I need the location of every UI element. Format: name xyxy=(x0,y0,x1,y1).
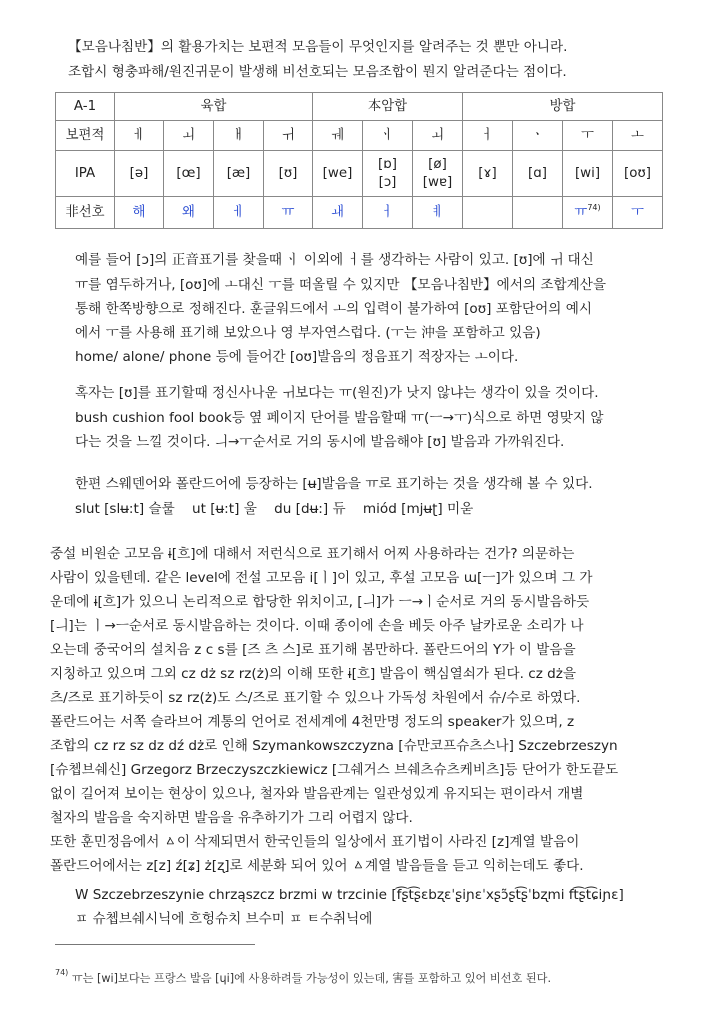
ipa-value: [oʊ] xyxy=(624,165,651,181)
nonpreferred-cell xyxy=(513,197,563,229)
para2-line-3: 다는 것을 느낄 것이다. ㅢ→ㅜ순서로 거의 동시에 발음해야 [ʊ] 발음과 가까워진다. xyxy=(75,434,565,450)
group-header: 육합 xyxy=(115,93,313,121)
universal-cell: ㅟ xyxy=(264,121,313,151)
universal-cell: ㅔ xyxy=(115,121,164,151)
para4-line-10: [슈쳅브쉐신] Grzegorz Brzeczyszczkiewicz [그쉐거스 브쉐츠슈츠케비츠]등 단어가 한도끝도 xyxy=(50,762,619,778)
ipa-value: [ɔ] xyxy=(378,174,397,190)
ipa-value: [wi] xyxy=(574,165,601,181)
nonpreferred-cell: ㅜ xyxy=(613,197,663,229)
para4-line-8: 폴란드어는 서쪽 슬라브어 계통의 언어로 전세계에 4천만명 정도의 speaker가 있으며, z xyxy=(50,714,575,730)
table-corner: A-1 xyxy=(56,93,115,121)
nonpreferred-cell: ㅔ xyxy=(214,197,264,229)
para4-line-14: 폴란드어에서는 z[z] ź[ʑ] ż[ʐ]로 세분화 되어 있어 ㅿ계열 발음들을 듣고 익히는데도 좋다. xyxy=(50,858,584,874)
intro-line-2: 조합시 형충파해/원진귀문이 발생해 비선호되는 모음조합이 뭔지 알려준다는 점이다. xyxy=(68,64,567,80)
para1-line-5: home/ alone/ phone 등에 들어간 [oʊ]발음의 정음표기 적장자는 ㅗ이다. xyxy=(75,349,519,365)
nonpreferred-cell xyxy=(563,197,613,229)
row-label: IPA xyxy=(56,151,115,197)
para1-line-2: ㅠ를 염두하거나, [oʊ]에 ㅗ대신 ㅜ를 떠올릴 수 있지만 【모음나침반】에서의 조합계산을 xyxy=(75,277,607,293)
ipa-value: [wɐ] xyxy=(422,174,453,190)
ipa-cell xyxy=(563,151,613,197)
nonpreferred-cell: ㅠ xyxy=(264,197,313,229)
ipa-cell xyxy=(363,151,413,197)
para4-line-4: [ㅢ]는 ㅣ→ㅡ순서로 동시발음하는 것이다. 이때 종이에 손을 베듯 아주 날카로운 소리가 나 xyxy=(50,618,584,634)
ipa-cell xyxy=(413,151,463,197)
group-header: 방합 xyxy=(463,93,663,121)
universal-cell: ㆎ xyxy=(363,121,413,151)
ipa-cell xyxy=(463,151,513,197)
universal-cell: ㅓ xyxy=(463,121,513,151)
nonpreferred-cell: ㅓ xyxy=(363,197,413,229)
nonpreferred-cell: ㅖ xyxy=(413,197,463,229)
para4-line-12: 철자의 발음을 숙지하면 발음을 유추하기가 그리 어렵지 않다. xyxy=(50,810,413,826)
ipa-cell xyxy=(115,151,164,197)
universal-cell: ㅜ xyxy=(563,121,613,151)
footnote-ref[interactable]: 74) xyxy=(587,202,601,212)
footnote-divider xyxy=(55,944,255,945)
ipa-cell xyxy=(214,151,264,197)
para3-line-1: 한편 스웨덴어와 폴란드어에 등장하는 [ʉ]발음을 ㅠ로 표기하는 것을 생각해 볼 수 있다. xyxy=(75,476,593,492)
para4-line-5: 오는데 중국어의 설치음 z c s를 [즈 츠 스]로 표기해 봄만하다. 폴란드어의 Y가 이 발음을 xyxy=(50,642,576,658)
example-line-1: W Szczebrzeszynie chrząszcz brzmi w trzcinie [f͡ʂt͡ʂɛbʐɛˈʂiɲɛˈxʂɔ̃ʂt͡ʂˈbʐmi ft͡ʂt͡ɕiɲɛ] xyxy=(75,887,624,903)
ipa-value: [ə] xyxy=(129,165,149,181)
footnote xyxy=(55,969,551,988)
ipa-value: [ɒ] xyxy=(378,156,397,172)
ipa-cell xyxy=(513,151,563,197)
vowel-table xyxy=(55,92,663,229)
nonpreferred-cell: ㅙ xyxy=(313,197,363,229)
para1-line-1: 예를 들어 [ɔ]의 正音표기를 찾을때 ㆎ 이외에 ㅓ를 생각하는 사람이 있고. [ʊ]에 ㅟ 대신 xyxy=(75,252,594,268)
para2-line-1: 혹자는 [ʊ]를 표기할때 정신사나운 ㅟ보다는 ㅠ(원진)가 낫지 않냐는 생각이 있을 것이다. xyxy=(75,385,599,401)
universal-cell: ㅐ xyxy=(214,121,264,151)
para4-line-13: 또한 훈민정음에서 ㅿ이 삭제되면서 한국인들의 일상에서 표기법이 사라진 [z]계열 발음이 xyxy=(50,834,580,850)
row-label: 非선호 xyxy=(56,197,115,229)
universal-cell: ㅚ xyxy=(164,121,214,151)
universal-cell: ㅚ xyxy=(413,121,463,151)
para4-line-9: 조합의 cz rz sz dz dź dż로 인해 Szymankowszczyzna [슈만코프슈츠스나] Szczebrzeszyn xyxy=(50,738,618,754)
ipa-value: [we] xyxy=(322,165,353,181)
ipa-cell xyxy=(164,151,214,197)
intro-line-1: 【모음나침반】의 활용가치는 보편적 모음들이 무엇인지를 알려주는 것 뿐만 아니라. xyxy=(68,39,568,55)
footnote-marker: 74) xyxy=(55,968,69,977)
ipa-value: [æ] xyxy=(226,165,251,181)
nonpreferred-value: ㅠ xyxy=(574,204,588,220)
universal-cell: ㆍ xyxy=(513,121,563,151)
ipa-value: [ʊ] xyxy=(278,165,298,181)
nonpreferred-cell: 왜 xyxy=(164,197,214,229)
ipa-value: [œ] xyxy=(176,165,201,181)
example-line-2: ㅍ 슈쳅브쉐시닉에 흐헝슈치 브수미 ㅍ ㅌ수취닉에 xyxy=(75,911,373,927)
ipa-value: [ɑ] xyxy=(528,165,547,181)
para4-line-6: 지칭하고 있으며 그외 cz dż sz rz(ż)의 이해 또한 ɨ[흐] 발음이 핵심열쇠가 된다. cz dż을 xyxy=(50,666,577,682)
nonpreferred-cell: 해 xyxy=(115,197,164,229)
para4-line-3: 운데에 ɨ[흐]가 있으니 논리적으로 합당한 위치이고, [ㅢ]가 ㅡ→ㅣ순서로 거의 동시발음하듯 xyxy=(50,594,590,610)
group-header: 本암합 xyxy=(313,93,463,121)
para2-line-2: bush cushion fool book등 옆 페이지 단어를 발음할때 ㅠ(ㅡ→ㅜ)식으로 하면 영맞지 않 xyxy=(75,410,604,426)
ipa-cell xyxy=(613,151,663,197)
para1-line-4: 에서 ㅜ를 사용해 표기해 보았으나 영 부자연스럽다. (ㅜ는 沖을 포함하고 있음) xyxy=(75,325,541,341)
para3-line-2: slut [slʉ:t] 슬룰 ut [ʉ:t] 울 du [dʉ:] 듀 miód [mjʉʈ] 미욷 xyxy=(75,501,474,517)
ipa-value: [ø] xyxy=(428,156,447,172)
para4-line-11: 없이 길어져 보이는 현상이 있으나, 철자와 발음관계는 일관성있게 유지되는 편이라서 개별 xyxy=(50,786,584,802)
para4-line-1: 중설 비원순 고모음 ɨ[흐]에 대해서 저런식으로 표기해서 어찌 사용하라는 건가? 의문하는 xyxy=(50,546,575,562)
para4-line-7: 츠/즈로 표기하듯이 sz rz(ż)도 스/즈로 표기할 수 있으나 가독성 차원에서 슈/수로 하였다. xyxy=(50,690,581,706)
ipa-cell xyxy=(264,151,313,197)
universal-cell: ㅗ xyxy=(613,121,663,151)
nonpreferred-cell xyxy=(463,197,513,229)
ipa-value: [ɤ] xyxy=(478,165,497,181)
para1-line-3: 통해 한쪽방향으로 정해진다. 훈글워드에서 ㅗ의 입력이 불가하여 [oʊ] 포함단어의 예시 xyxy=(75,301,593,317)
row-label: 보편적 xyxy=(56,121,115,151)
footnote-text: ㅠ는 [wi]보다는 프랑스 발음 [ɥi]에 사용하려들 가능성이 있는데, 害를 포함하고 있어 비선호 된다. xyxy=(71,972,552,985)
ipa-cell xyxy=(313,151,363,197)
universal-cell: ㅞ xyxy=(313,121,363,151)
para4-line-2: 사람이 있을텐데. 같은 level에 전설 고모음 i[ㅣ]이 있고, 후설 고모음 ɯ[ㅡ]가 있으며 그 가 xyxy=(50,570,593,586)
